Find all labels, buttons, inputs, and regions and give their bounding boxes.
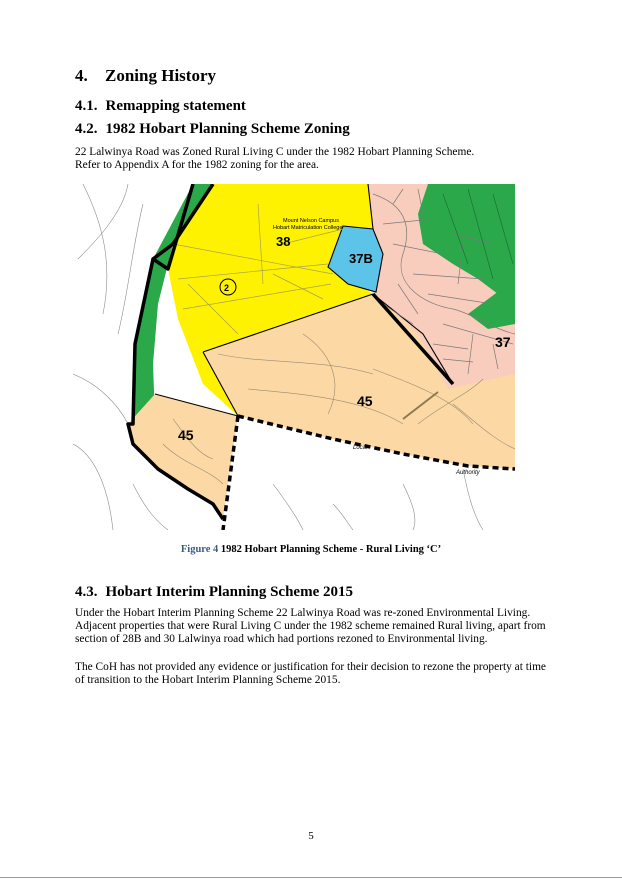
- zone-label-45-centre: 45: [357, 393, 373, 409]
- zone-label-37: 37: [495, 334, 511, 350]
- subsection-number: 4.3.: [75, 584, 98, 600]
- road-label-authority: Authority: [456, 470, 480, 476]
- zone-label-45-southwest: 45: [178, 427, 194, 443]
- paragraph-line: section of 28B and 30 Lalwinya road which had portions rezoned to Environmental living.: [75, 633, 488, 645]
- page-number: 5: [308, 830, 314, 842]
- figure-caption-text: 1982 Hobart Planning Scheme - Rural Living ‘C’: [218, 544, 442, 555]
- section-title: Zoning History: [105, 66, 216, 85]
- campus-label-line2: Hobart Matriculation College: [273, 225, 343, 231]
- zone-label-2: 2: [224, 283, 230, 293]
- figure-label: Figure 4: [180, 544, 219, 555]
- paragraph-line: of transition to the Hobart Interim Planning Scheme 2015.: [75, 674, 341, 686]
- paragraph-line: Under the Hobart Interim Planning Scheme 22 Lalwinya Road was re-zoned Environmental Living.: [75, 607, 531, 619]
- rezoning-paragraph: [75, 607, 548, 646]
- paragraph-line: Refer to Appendix A for the 1982 zoning for the area.: [75, 159, 319, 171]
- subsection-number: 4.2.: [75, 121, 98, 137]
- subsection-heading-remapping: [75, 98, 246, 115]
- campus-label-line1: Mount Nelson Campus: [283, 218, 339, 224]
- section-heading-zoning-history: [75, 66, 216, 86]
- paragraph-line: The CoH has not provided any evidence or justification for their decision to rezone the property at time: [75, 661, 546, 673]
- section-number: 4.: [75, 66, 88, 85]
- zone-label-37b: 37B: [349, 251, 373, 266]
- zoning-map: [73, 184, 515, 530]
- subsection-number: 4.1.: [75, 98, 98, 114]
- paragraph-line: 22 Lalwinya Road was Zoned Rural Living C under the 1982 Hobart Planning Scheme.: [75, 146, 475, 158]
- justification-paragraph: [75, 661, 548, 687]
- subsection-title: 1982 Hobart Planning Scheme Zoning: [105, 121, 350, 137]
- paragraph-line: Adjacent properties that were Rural Living C under the 1982 scheme remained Rural living, apart from: [75, 620, 546, 632]
- zone-label-38: 38: [276, 234, 291, 249]
- figure-caption: [0, 544, 622, 555]
- subsection-heading-1982-scheme: [75, 121, 350, 138]
- road-label-local: Local: [353, 445, 368, 451]
- subsection-heading-interim-scheme: [75, 584, 353, 601]
- intro-paragraph: [75, 146, 548, 172]
- page-bottom-divider: [0, 877, 622, 878]
- subsection-title: Remapping statement: [105, 98, 246, 114]
- subsection-title: Hobart Interim Planning Scheme 2015: [105, 584, 353, 600]
